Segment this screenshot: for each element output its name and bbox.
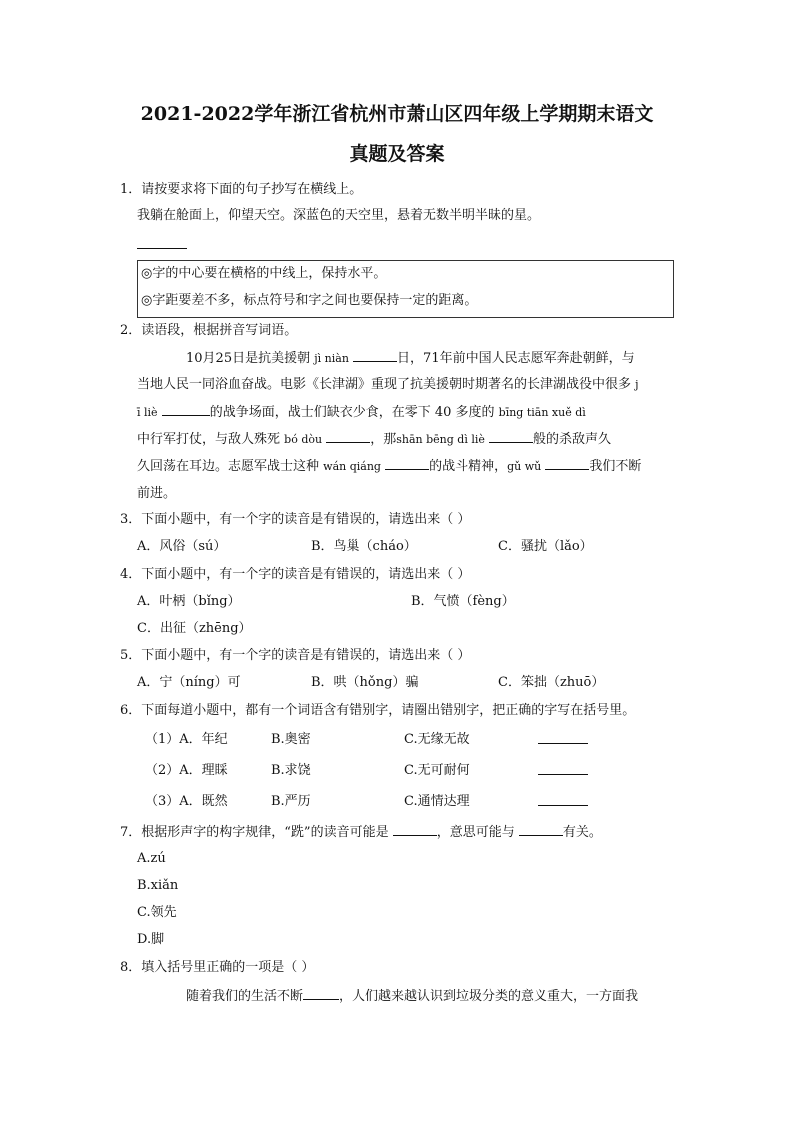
q2-line-5 bbox=[137, 458, 641, 475]
document-title-line1: 2021-2022学年浙江省杭州市萧山区四年级上学期期末语文 bbox=[140, 103, 654, 125]
q4-option-c[interactable]: C．出征（zhēng） bbox=[137, 621, 252, 636]
q7-stem-text: ，意思可能与 bbox=[436, 825, 515, 840]
q8-line-1 bbox=[186, 988, 638, 1005]
q3-option-b[interactable]: B．鸟巢（cháo） bbox=[311, 539, 417, 554]
q1-answer-blank[interactable] bbox=[137, 237, 187, 254]
q1-tip-2: ◎字距要差不多，标点符号和字之间也要保持一定的距离。 bbox=[141, 293, 478, 308]
q2-pinyin: ī liè bbox=[137, 406, 158, 419]
q8-stem: 8．填入括号里正确的一项是（ ） bbox=[120, 960, 315, 975]
q3-stem: 3．下面小题中，有一个字的读音是有错误的，请选出来（ ） bbox=[120, 512, 471, 527]
document-title-line2: 真题及答案 bbox=[349, 143, 445, 165]
q2-line-4 bbox=[137, 431, 611, 448]
q6-row2-blank[interactable] bbox=[538, 763, 588, 780]
q3-option-a[interactable]: A．风俗（sú） bbox=[137, 539, 227, 554]
q6-row3-c: C.通情达理 bbox=[404, 794, 470, 809]
q6-row3-b: B.严历 bbox=[271, 794, 311, 809]
q3-option-c[interactable]: C．骚扰（lǎo） bbox=[498, 539, 593, 554]
q2-pinyin: bīng tiān xuě dì bbox=[498, 406, 586, 419]
q6-row2-a: （2）A．理睬 bbox=[145, 763, 228, 778]
q6-row2-b: B.求饶 bbox=[271, 763, 311, 778]
q2-blank[interactable] bbox=[326, 431, 370, 443]
q2-text: 当地人民一同浴血奋战。电影《长津湖》重现了抗美援朝时期著名的长津湖战役中很多 bbox=[137, 377, 632, 392]
q2-pinyin: shān bēng dì liè bbox=[396, 433, 485, 446]
q2-text: 久回荡在耳边。志愿军战士这种 bbox=[137, 459, 320, 474]
q6-stem: 6．下面每道小题中，都有一个词语含有错别字，请圈出错别字，把正确的字写在括号里。 bbox=[120, 703, 636, 718]
q1-stem: 1．请按要求将下面的句子抄写在横线上。 bbox=[120, 182, 363, 197]
q2-stem: 2．读语段，根据拼音写词语。 bbox=[120, 323, 298, 338]
q6-row1-c: C.无缘无故 bbox=[404, 732, 470, 747]
q2-pinyin: wán qiáng bbox=[323, 460, 381, 473]
q8-text: 随着我们的生活不断 bbox=[186, 989, 304, 1004]
q6-row3-blank[interactable] bbox=[538, 794, 588, 811]
q2-blank[interactable] bbox=[385, 458, 429, 470]
q2-pinyin: gǔ wǔ bbox=[507, 460, 542, 473]
q2-text: ，那 bbox=[370, 432, 397, 447]
q2-blank[interactable] bbox=[353, 350, 397, 362]
q7-stem-text: 有关。 bbox=[562, 825, 602, 840]
q2-text: 般的杀敌声久 bbox=[533, 432, 612, 447]
q6-row3-a: （3）A．既然 bbox=[145, 794, 228, 809]
q2-text: 的战争场面，战士们缺衣少食，在零下 40 多度的 bbox=[209, 405, 495, 420]
q7-stem-text: 7．根据形声字的构字规律，“跣”的读音可能是 bbox=[120, 825, 389, 840]
q7-stem bbox=[120, 824, 602, 841]
q2-line-3 bbox=[137, 404, 586, 421]
q2-blank[interactable] bbox=[545, 458, 589, 470]
q5-option-b[interactable]: B．哄（hǒng）骗 bbox=[311, 675, 419, 690]
q2-blank[interactable] bbox=[162, 404, 210, 416]
q2-pinyin: bó dòu bbox=[284, 433, 323, 446]
q2-blank[interactable] bbox=[489, 431, 533, 443]
q6-row1-b: B.奥密 bbox=[271, 732, 311, 747]
q2-text: 我们不断 bbox=[589, 459, 642, 474]
q2-text: 日，71年前中国人民志愿军奔赴朝鲜，与 bbox=[397, 351, 635, 366]
q7-option-d[interactable]: D.脚 bbox=[137, 932, 165, 947]
q8-blank[interactable] bbox=[303, 988, 339, 1000]
q2-line-2 bbox=[137, 377, 639, 393]
q1-tip-1: ◎字的中心要在横格的中线上，保持水平。 bbox=[141, 266, 387, 281]
q2-line-1 bbox=[186, 350, 635, 367]
q2-text: 中行军打仗，与敌人殊死 bbox=[137, 432, 281, 447]
q8-text: ，人们越来越认识到垃圾分类的意义重大，一方面我 bbox=[339, 989, 639, 1004]
q5-stem: 5．下面小题中，有一个字的读音是有错误的，请选出来（ ） bbox=[120, 648, 471, 663]
q2-pinyin: jì niàn bbox=[314, 352, 349, 365]
q2-text: 10月25日是抗美援朝 bbox=[186, 351, 311, 366]
q2-line-6: 前进。 bbox=[137, 486, 177, 501]
q6-row1-blank[interactable] bbox=[538, 732, 588, 749]
q1-tips-box bbox=[137, 260, 674, 318]
q7-option-c[interactable]: C.领先 bbox=[137, 905, 177, 920]
q7-option-a[interactable]: A.zú bbox=[137, 851, 166, 866]
q1-sentence: 我躺在舱面上，仰望天空。深蓝色的天空里，悬着无数半明半昧的星。 bbox=[137, 208, 541, 223]
q6-row1-a: （1）A．年纪 bbox=[145, 732, 228, 747]
q2-text: 的战斗精神， bbox=[429, 459, 508, 474]
q4-option-b[interactable]: B．气愤（fèng） bbox=[411, 594, 515, 609]
q5-option-c[interactable]: C．笨拙（zhuō） bbox=[498, 675, 605, 690]
q2-pinyin: j bbox=[635, 378, 639, 391]
q4-stem: 4．下面小题中，有一个字的读音是有错误的，请选出来（ ） bbox=[120, 567, 471, 582]
q4-option-a[interactable]: A．叶柄（bǐng） bbox=[137, 594, 241, 609]
q5-option-a[interactable]: A．宁（níng）可 bbox=[137, 675, 241, 690]
q7-blank-meaning[interactable] bbox=[519, 824, 563, 836]
q7-blank-reading[interactable] bbox=[393, 824, 437, 836]
q6-row2-c: C.无可耐何 bbox=[404, 763, 470, 778]
q7-option-b[interactable]: B.xiǎn bbox=[137, 878, 179, 893]
